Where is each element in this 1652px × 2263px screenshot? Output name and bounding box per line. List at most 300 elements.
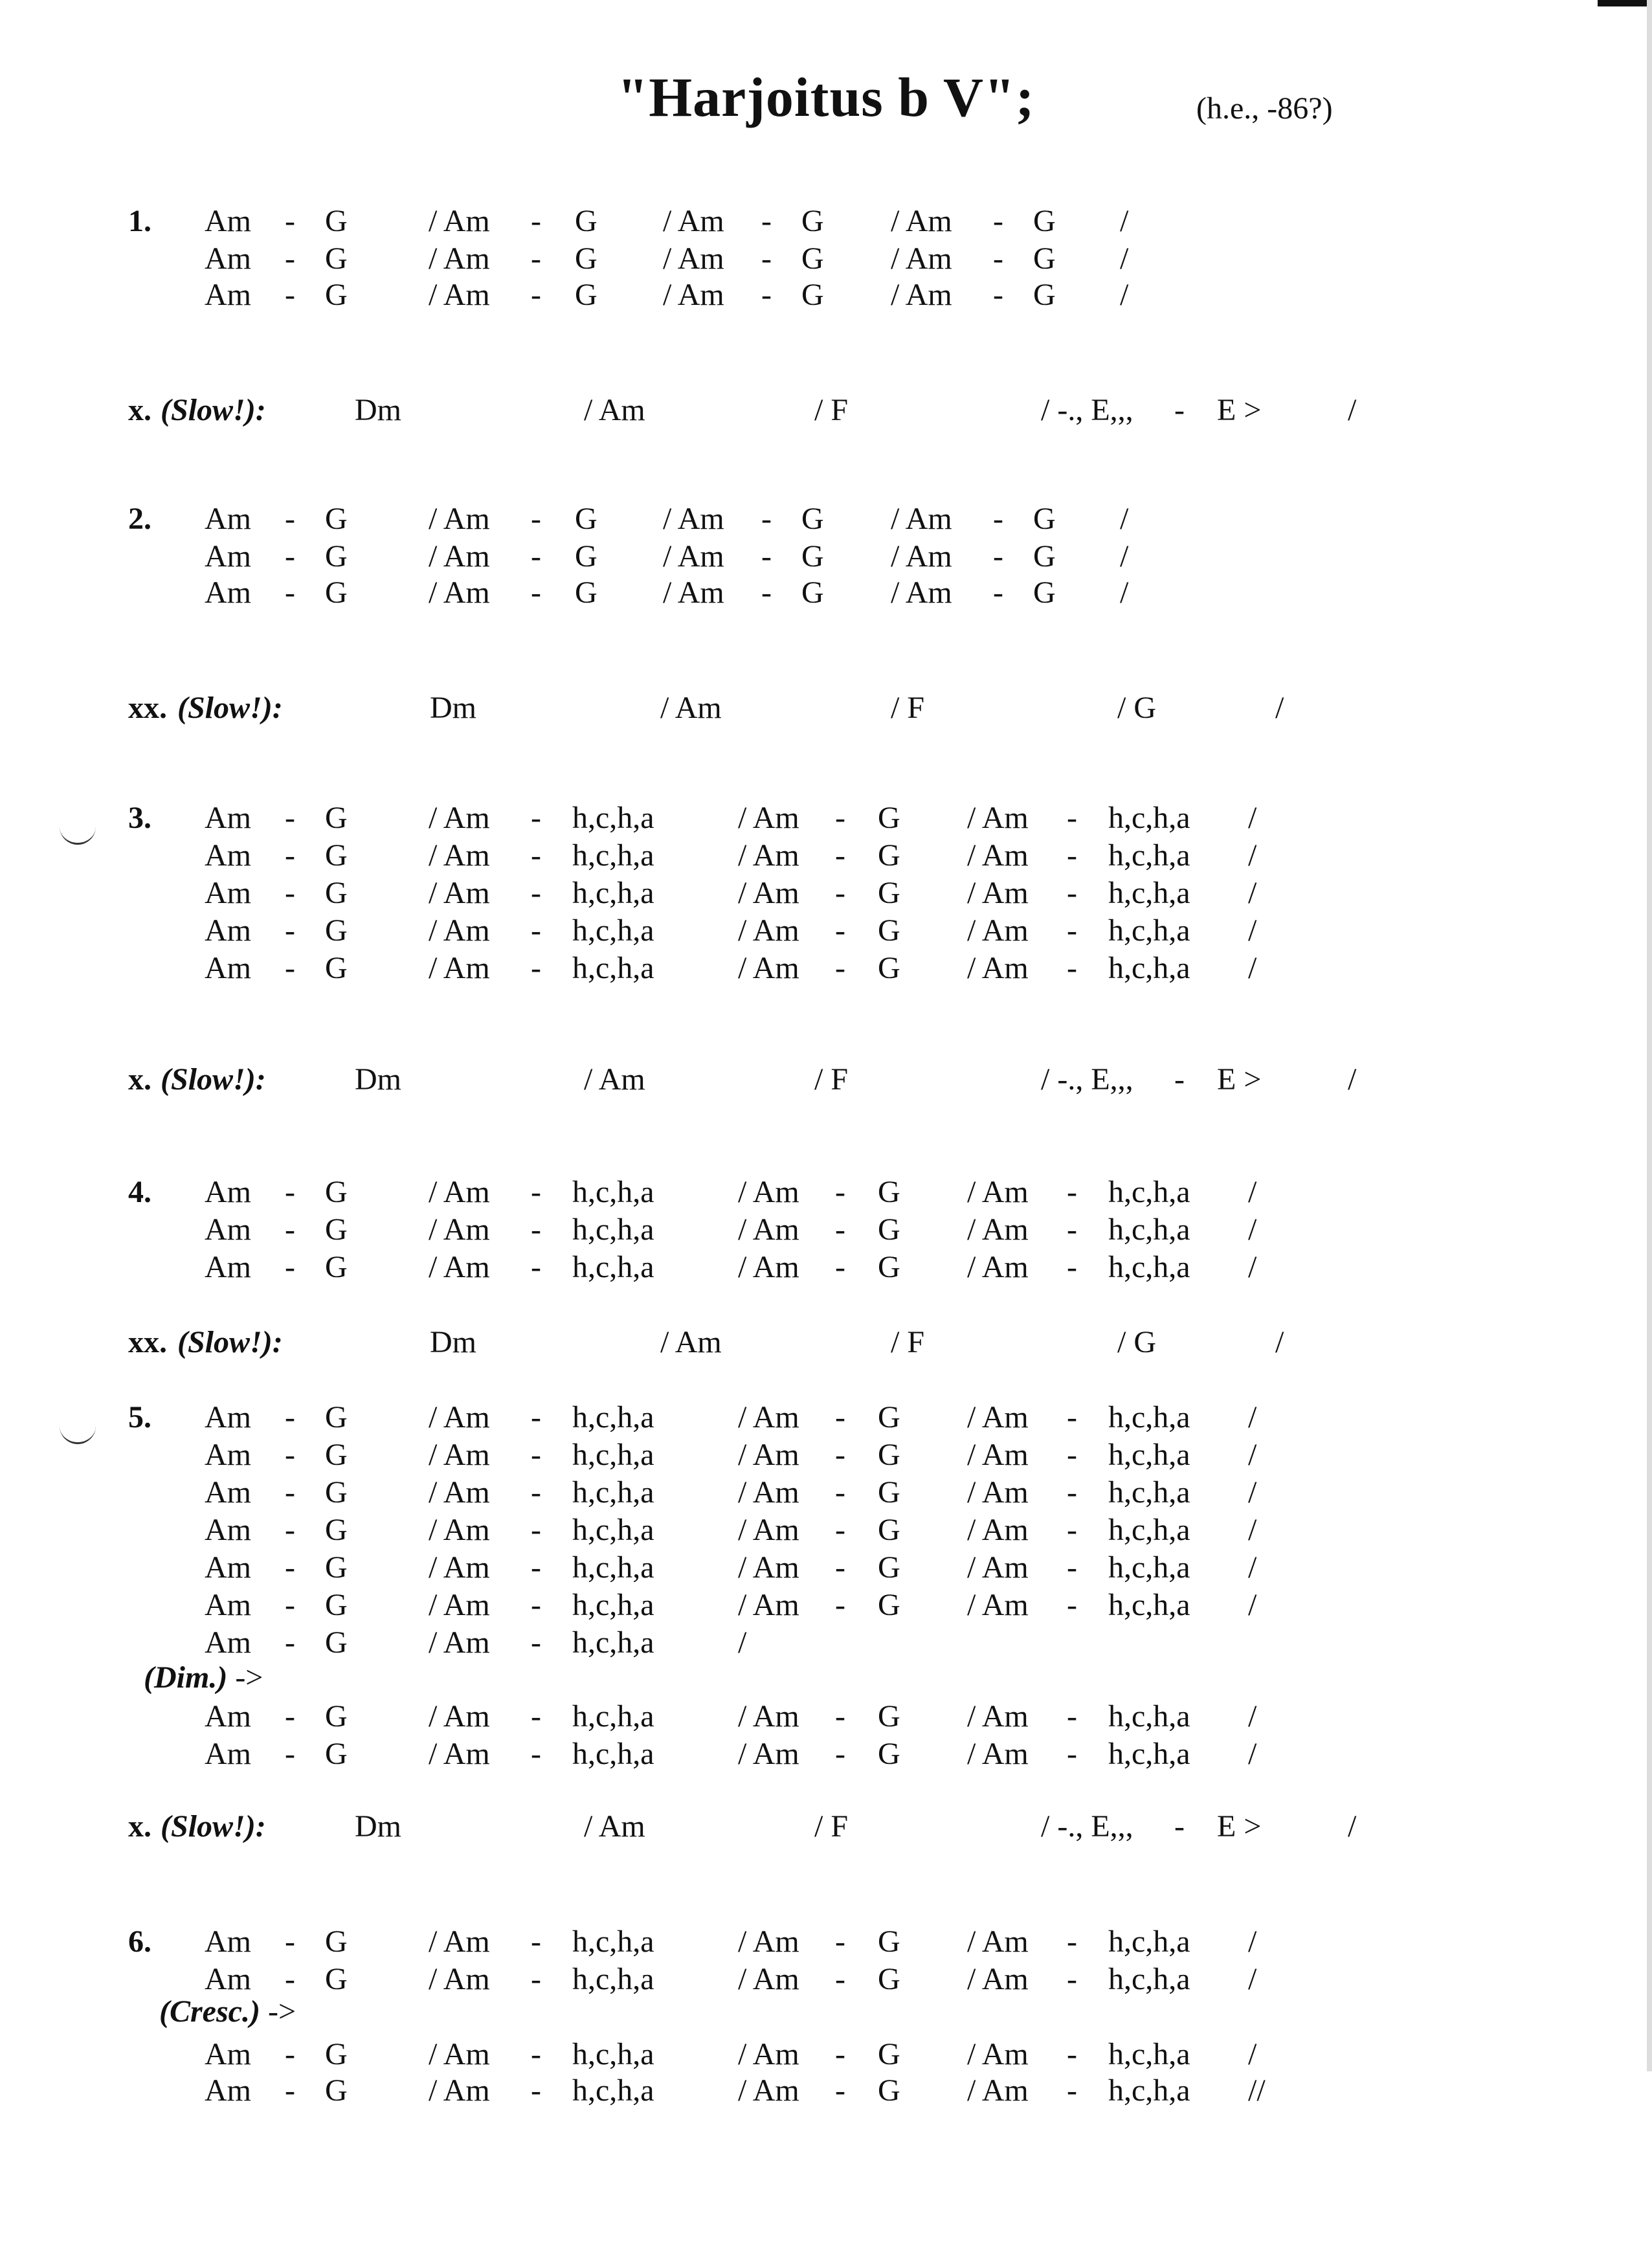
chord: / Am [429, 1513, 490, 1547]
chord-separator: - [761, 278, 772, 312]
chord-separator: - [531, 1475, 541, 1510]
chord-separator: - [285, 241, 295, 276]
chord: h,c,h,a [572, 1250, 654, 1284]
chord-separator: - [1067, 1699, 1077, 1733]
chord: G [878, 1699, 900, 1733]
chord: h,c,h,a [1108, 801, 1190, 835]
chord: / Am [738, 913, 799, 948]
chord-row [0, 1398, 1652, 1437]
chord: h,c,h,a [572, 1550, 654, 1585]
bar-line: / [1248, 1924, 1257, 1959]
chord: G [878, 1400, 900, 1434]
chord: G [878, 1438, 900, 1472]
chord-row [0, 1511, 1652, 1550]
chord: / Am [663, 278, 724, 312]
chord-separator: - [531, 838, 541, 873]
chord-separator: - [1067, 1962, 1077, 1996]
chord: h,c,h,a [1108, 838, 1190, 873]
chord-separator: - [531, 951, 541, 985]
chord-separator: - [761, 539, 772, 574]
chord-separator: - [835, 1962, 845, 1996]
chord: / Am [584, 1809, 645, 1844]
page-title: "Harjoitus b V"; [617, 66, 1035, 128]
chord: G [878, 913, 900, 948]
chord: / Am [429, 1212, 490, 1247]
chord: Am [205, 539, 251, 574]
chord: / Am [967, 1513, 1029, 1547]
chord: h,c,h,a [572, 1737, 654, 1771]
chord-separator: - [531, 1400, 541, 1434]
chord: / Am [429, 2037, 490, 2071]
chord: / Am [967, 1699, 1029, 1733]
chord: G [325, 801, 348, 835]
chord: h,c,h,a [1108, 1737, 1190, 1771]
chord-separator: - [531, 1250, 541, 1284]
bar-line: / [1248, 876, 1257, 910]
chord: h,c,h,a [572, 1212, 654, 1247]
chord: / Am [967, 838, 1029, 873]
slow-row [0, 1807, 1652, 1846]
chord: h,c,h,a [1108, 1250, 1190, 1284]
chord-separator: - [761, 575, 772, 610]
chord-separator: - [531, 2037, 541, 2071]
chord: h,c,h,a [1108, 1513, 1190, 1547]
chord: G [1033, 502, 1056, 536]
chord: h,c,h,a [1108, 1438, 1190, 1472]
slow-marking: (Slow!): [177, 691, 283, 725]
chord-separator: - [285, 1924, 295, 1959]
chord: G [878, 1212, 900, 1247]
chord: G [801, 278, 824, 312]
chord: h,c,h,a [1108, 1475, 1190, 1510]
chord: / Am [429, 575, 490, 610]
chord: G [325, 278, 348, 312]
chord: G [325, 1400, 348, 1434]
chord: G [878, 1175, 900, 1209]
chord-separator: - [285, 876, 295, 910]
slow-row [0, 689, 1652, 728]
chord-separator: - [285, 575, 295, 610]
chord: Am [205, 1625, 251, 1660]
chord: / F [891, 1325, 925, 1359]
chord: h,c,h,a [572, 1513, 654, 1547]
chord-separator: - [835, 1737, 845, 1771]
chord-separator: - [285, 1699, 295, 1733]
dynamic-dim-arrow: -> [235, 1660, 263, 1695]
chord: / Am [738, 2037, 799, 2071]
section-number: 5. [128, 1400, 151, 1434]
chord: / F [814, 393, 849, 427]
chord-separator: - [531, 801, 541, 835]
bar-line: / [1248, 1588, 1257, 1622]
chord-separator: - [285, 204, 295, 238]
chord: / Am [738, 801, 799, 835]
chord-separator: - [285, 951, 295, 985]
chord: h,c,h,a [1108, 1175, 1190, 1209]
chord-row [0, 1436, 1652, 1475]
scan-edge-mark [1598, 0, 1652, 6]
bar-line: / [1248, 838, 1257, 873]
chord-separator: - [285, 1962, 295, 1996]
chord: / Am [891, 204, 952, 238]
chord-separator: - [761, 502, 772, 536]
chord: G [1033, 204, 1056, 238]
chord-row [0, 1960, 1652, 1999]
chord: / Am [738, 1475, 799, 1510]
chord-separator: - [835, 2073, 845, 2108]
chord-row [0, 1248, 1652, 1287]
chord-separator: - [1067, 1212, 1077, 1247]
chord: / Am [660, 1325, 722, 1359]
chord: h,c,h,a [572, 2037, 654, 2071]
chord-separator: - [1174, 1809, 1185, 1844]
chord: G [878, 1737, 900, 1771]
chord: G [325, 2073, 348, 2108]
chord: / Am [429, 801, 490, 835]
chord: / Am [967, 1250, 1029, 1284]
chord: G [1033, 278, 1056, 312]
chord: / Am [967, 1438, 1029, 1472]
bar-line: / [1248, 1550, 1257, 1585]
slow-label: xx. [128, 691, 167, 725]
chord: h,c,h,a [572, 2073, 654, 2108]
chord: Dm [355, 393, 401, 427]
slow-label: x. [128, 1062, 151, 1097]
chord: / Am [967, 951, 1029, 985]
chord: / Am [891, 241, 952, 276]
chord: Am [205, 1438, 251, 1472]
chord: G [325, 1962, 348, 1996]
chord-row [0, 276, 1652, 315]
slow-marking: (Slow!): [177, 1325, 283, 1359]
chord: / Am [429, 539, 490, 574]
chord: h,c,h,a [572, 1962, 654, 1996]
chord: / Am [663, 502, 724, 536]
chord-separator: - [993, 575, 1003, 610]
chord: G [801, 502, 824, 536]
chord: / Am [429, 1550, 490, 1585]
chord-row [0, 1473, 1652, 1512]
chord: h,c,h,a [572, 876, 654, 910]
chord: / Am [663, 204, 724, 238]
chord: G [325, 876, 348, 910]
slow-row [0, 391, 1652, 430]
chord: h,c,h,a [1108, 1588, 1190, 1622]
section-number: 3. [128, 801, 151, 835]
slow-row [0, 1060, 1652, 1099]
chord: / Am [429, 502, 490, 536]
chord: Am [205, 1550, 251, 1585]
chord: h,c,h,a [572, 838, 654, 873]
chord: / Am [429, 278, 490, 312]
chord-separator: - [835, 1475, 845, 1510]
chord: / Am [738, 1550, 799, 1585]
chord: / F [814, 1809, 849, 1844]
chord: / Am [891, 502, 952, 536]
chord: / Am [967, 2037, 1029, 2071]
chord: h,c,h,a [1108, 1962, 1190, 1996]
chord: G [878, 951, 900, 985]
chord: / Am [738, 1513, 799, 1547]
chord: / Am [967, 801, 1029, 835]
bar-line: / [1348, 1809, 1357, 1844]
chord: / Am [429, 1962, 490, 1996]
chord-separator: - [835, 1400, 845, 1434]
chord: G [325, 1513, 348, 1547]
chord: E > [1217, 1809, 1262, 1844]
bar-line: / [1120, 502, 1129, 536]
chord: / Am [738, 1699, 799, 1733]
chord: h,c,h,a [572, 951, 654, 985]
chord: Am [205, 2037, 251, 2071]
chord: / Am [891, 575, 952, 610]
chord: h,c,h,a [1108, 951, 1190, 985]
chord-separator: - [531, 1438, 541, 1472]
chord-separator: - [1067, 1737, 1077, 1771]
chord-row [0, 836, 1652, 875]
chord-separator: - [1067, 801, 1077, 835]
chord: G [575, 575, 597, 610]
chord-separator: - [1174, 393, 1185, 427]
chord: / -., E,,, [1041, 1809, 1133, 1844]
bar-line: / [738, 1625, 747, 1660]
chord-separator: - [1067, 1513, 1077, 1547]
chord-separator: - [1067, 876, 1077, 910]
chord-row [0, 202, 1652, 241]
chord-row [0, 1623, 1652, 1662]
chord: G [878, 1513, 900, 1547]
chord: G [801, 241, 824, 276]
chord-separator: - [285, 278, 295, 312]
chord-row [0, 2071, 1652, 2110]
chord-separator: - [531, 1550, 541, 1585]
bar-line: / [1248, 801, 1257, 835]
bar-line: // [1248, 2073, 1266, 2108]
chord: G [325, 1438, 348, 1472]
chord: h,c,h,a [1108, 913, 1190, 948]
slow-marking: (Slow!): [161, 393, 266, 427]
chord: h,c,h,a [1108, 2037, 1190, 2071]
chord: / Am [738, 876, 799, 910]
dynamic-cresc-text: (Cresc.) [159, 1994, 260, 2029]
chord-separator: - [835, 801, 845, 835]
chord-separator: - [531, 876, 541, 910]
bar-line: / [1248, 2037, 1257, 2071]
chord: Am [205, 241, 251, 276]
chord: G [325, 913, 348, 948]
chord: / Am [429, 838, 490, 873]
chord: G [1033, 241, 1056, 276]
chord: / Am [738, 1250, 799, 1284]
chord-separator: - [531, 1588, 541, 1622]
chord: G [325, 502, 348, 536]
bar-line: / [1248, 1737, 1257, 1771]
chord-separator: - [531, 1737, 541, 1771]
chord-separator: - [531, 1924, 541, 1959]
chord-separator: - [835, 913, 845, 948]
chord: G [325, 1588, 348, 1622]
chord-row [0, 799, 1652, 838]
bar-line: / [1275, 1325, 1284, 1359]
chord: G [325, 1250, 348, 1284]
chord: / Am [663, 241, 724, 276]
chord-separator: - [531, 1513, 541, 1547]
section-number: 6. [128, 1924, 151, 1959]
bar-line: / [1120, 575, 1129, 610]
chord: / Am [891, 278, 952, 312]
chord: / Am [891, 539, 952, 574]
chord: h,c,h,a [572, 1924, 654, 1959]
chord: h,c,h,a [572, 1400, 654, 1434]
chord: / Am [429, 1737, 490, 1771]
chord: / Am [738, 1588, 799, 1622]
chord-row [0, 500, 1652, 539]
chord: G [325, 1699, 348, 1733]
chord: / Am [967, 1400, 1029, 1434]
bar-line: / [1248, 951, 1257, 985]
chord: / Am [738, 1924, 799, 1959]
chord: G [878, 838, 900, 873]
bar-line: / [1120, 241, 1129, 276]
chord: G [325, 951, 348, 985]
chord-separator: - [1067, 1400, 1077, 1434]
chord-row [0, 2035, 1652, 2074]
chord-separator: - [531, 539, 541, 574]
bar-line: / [1248, 1513, 1257, 1547]
chord: Am [205, 575, 251, 610]
chord-separator: - [835, 2037, 845, 2071]
dynamic-dim-text: (Dim.) [144, 1660, 228, 1695]
chord-row [0, 537, 1652, 576]
chord: / -., E,,, [1041, 393, 1133, 427]
chord: / Am [584, 393, 645, 427]
chord-separator: - [531, 241, 541, 276]
chord: / Am [429, 951, 490, 985]
chord: h,c,h,a [572, 1175, 654, 1209]
chord: Am [205, 502, 251, 536]
chord: G [1033, 539, 1056, 574]
chord: G [325, 539, 348, 574]
chord-row [0, 574, 1652, 612]
chord-row [0, 874, 1652, 913]
chord: / Am [967, 1475, 1029, 1510]
chord: Am [205, 838, 251, 873]
chord: / Am [738, 1737, 799, 1771]
chord: h,c,h,a [1108, 1550, 1190, 1585]
slow-label: x. [128, 1809, 151, 1844]
chord: G [878, 1250, 900, 1284]
chord: / Am [967, 1550, 1029, 1585]
chord: Am [205, 1737, 251, 1771]
chord-separator: - [993, 204, 1003, 238]
chord: h,c,h,a [1108, 1400, 1190, 1434]
chord: / Am [967, 1588, 1029, 1622]
chord-separator: - [531, 2073, 541, 2108]
chord-separator: - [285, 1212, 295, 1247]
chord: / Am [429, 204, 490, 238]
chord-row [0, 1548, 1652, 1587]
chord: G [1033, 575, 1056, 610]
chord: h,c,h,a [572, 1438, 654, 1472]
chord: / Am [738, 951, 799, 985]
chord-separator: - [835, 1212, 845, 1247]
chord: / Am [429, 1175, 490, 1209]
chord-separator: - [1067, 1250, 1077, 1284]
chord: G [575, 241, 597, 276]
chord: Am [205, 951, 251, 985]
chord-separator: - [1067, 838, 1077, 873]
chord-separator: - [1067, 913, 1077, 948]
bar-line: / [1248, 1212, 1257, 1247]
chord: G [575, 204, 597, 238]
chord: G [575, 502, 597, 536]
bar-line: / [1348, 1062, 1357, 1097]
chord: G [878, 801, 900, 835]
chord: Am [205, 1250, 251, 1284]
chord: / Am [663, 575, 724, 610]
chord: / Am [967, 1962, 1029, 1996]
chord-separator: - [285, 1513, 295, 1547]
bar-line: / [1348, 393, 1357, 427]
chord-separator: - [835, 1250, 845, 1284]
chord: h,c,h,a [1108, 1699, 1190, 1733]
chord: / Am [584, 1062, 645, 1097]
chord-separator: - [285, 2037, 295, 2071]
chord-separator: - [1067, 1175, 1077, 1209]
chord: / F [891, 691, 925, 725]
chord: G [801, 539, 824, 574]
chord: G [325, 1737, 348, 1771]
chord-row [0, 240, 1652, 278]
chord-separator: - [1067, 1588, 1077, 1622]
bar-line: / [1248, 913, 1257, 948]
chord: G [325, 1924, 348, 1959]
chord: G [325, 575, 348, 610]
chord-separator: - [285, 1250, 295, 1284]
chord-separator: - [531, 913, 541, 948]
chord-separator: - [835, 1588, 845, 1622]
chord: / Am [429, 1625, 490, 1660]
chord-separator: - [835, 1438, 845, 1472]
chord: G [878, 1475, 900, 1510]
chord: Am [205, 1400, 251, 1434]
chord-separator: - [285, 539, 295, 574]
chord: h,c,h,a [572, 1699, 654, 1733]
chord-row [0, 1923, 1652, 1961]
chord: h,c,h,a [572, 1588, 654, 1622]
chord-separator: - [285, 1550, 295, 1585]
chord: G [878, 2037, 900, 2071]
chord: G [325, 1475, 348, 1510]
chord-separator: - [993, 539, 1003, 574]
chord: G [325, 2037, 348, 2071]
chord: / G [1117, 1325, 1156, 1359]
chord-separator: - [993, 241, 1003, 276]
chord-separator: - [285, 801, 295, 835]
chord: / Am [429, 1924, 490, 1959]
chord: / Am [738, 1212, 799, 1247]
chord: Am [205, 1962, 251, 1996]
chord-separator: - [761, 241, 772, 276]
chord-separator: - [993, 278, 1003, 312]
chord-separator: - [285, 1175, 295, 1209]
chord: / Am [429, 2073, 490, 2108]
chord: E > [1217, 393, 1262, 427]
slow-label: xx. [128, 1325, 167, 1359]
chord-separator: - [531, 278, 541, 312]
chord: / Am [967, 913, 1029, 948]
chord: G [878, 1588, 900, 1622]
